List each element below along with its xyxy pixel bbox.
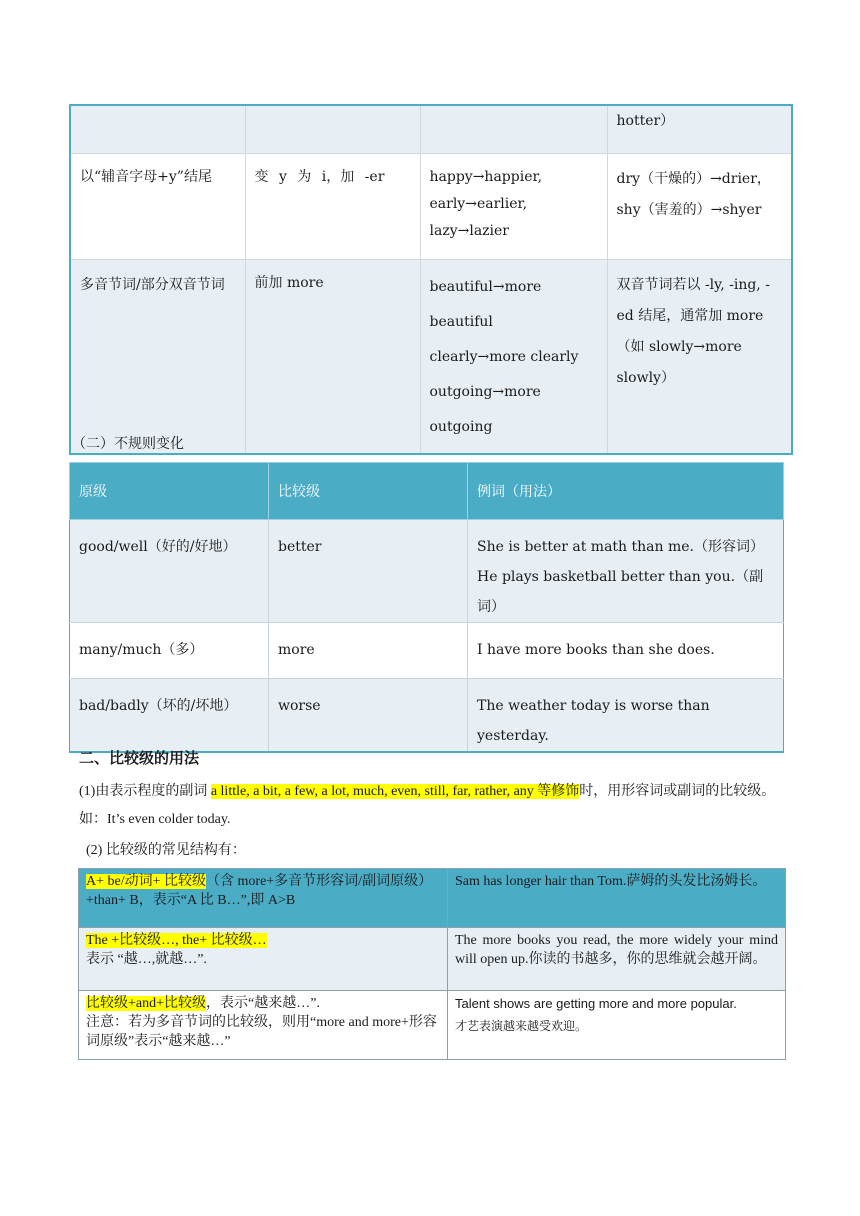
structure-text: ，表示“越来越…”. [206, 996, 320, 1011]
table-row [70, 679, 784, 753]
paragraph-text: 时，用形容词或副词的比较级。如：It’s even colder today. [79, 784, 776, 827]
example-sentence: I have more books than she does. [468, 623, 784, 679]
base-form: many/much（多） [70, 623, 269, 679]
table-row [70, 105, 792, 153]
structure-text: 表示 “越…,就越…”. [86, 952, 207, 967]
example-cell: The more books you read, the more widely your mind will open up.你读的书越多，你的思维就会越开阔。 [448, 928, 786, 991]
structure-cell [79, 991, 448, 1060]
rule-note: 双音节词若以 -ly, -ing, -ed 结尾，通常加 more（如 slowly→more slowly） [607, 259, 792, 454]
usage-paragraph-2: (2) 比较级的常见结构有： [86, 843, 246, 858]
base-form: bad/badly（坏的/坏地） [70, 679, 269, 753]
table-row [70, 153, 792, 259]
example-line: early→earlier, [429, 195, 528, 212]
table-row [70, 259, 792, 454]
example-cell [448, 991, 786, 1060]
comparative-form: more [269, 623, 468, 679]
highlighted-structure: 比较级+and+比较级 [86, 996, 207, 1011]
highlighted-structure: The +比较级…, the+ 比较级… [86, 933, 267, 948]
table-row [79, 869, 786, 928]
paragraph-text: (1)由表示程度的副词 [79, 784, 211, 799]
rule-examples [420, 153, 607, 259]
table-row [70, 623, 784, 679]
rule-note: dry（干燥的）→drier，shy（害羞的）→shyer [607, 153, 792, 259]
table-row [79, 991, 786, 1060]
highlighted-structure: A+ be/动词+ 比较级 [86, 874, 207, 889]
example-sentence: Talent shows are getting more and more popular. [455, 996, 737, 1011]
irregular-forms-table [69, 462, 784, 753]
structure-cell [79, 869, 448, 928]
table-row [70, 520, 784, 623]
rule-method: 前加 more [245, 259, 420, 454]
comparative-form: better [269, 520, 468, 623]
cell [70, 105, 245, 153]
structure-cell [79, 928, 448, 991]
base-form: good/well（好的/好地） [70, 520, 269, 623]
example-cell: Sam has longer hair than Tom.萨姆的头发比汤姆长。 [448, 869, 786, 928]
structure-note: 注意：若为多音节词的比较级，则用“more and more+形容词原级”表示“越来越…” [86, 1015, 437, 1049]
comparative-form: worse [269, 679, 468, 753]
section-heading-irregular: （二）不规则变化 [72, 436, 184, 452]
example-line: outgoing→more outgoing [429, 383, 541, 435]
comparative-rules-table [69, 104, 793, 455]
section-heading-usage: 二、比较级的用法 [79, 749, 200, 767]
example-line: clearly→more clearly [429, 348, 579, 365]
comparative-structures-table [78, 868, 786, 1060]
example-line: lazy→lazier [429, 222, 509, 239]
cell: hotter） [607, 105, 792, 153]
usage-paragraph-1 [79, 778, 789, 834]
rule-category: 以“辅音字母+y”结尾 [70, 153, 245, 259]
example-sentence: She is better at math than me.（形容词）He plays basketball better than you.（副词） [468, 520, 784, 623]
example-translation: 才艺表演越来越受欢迎。 [455, 1019, 588, 1033]
header-comparative: 比较级 [269, 463, 468, 520]
cell [420, 105, 607, 153]
header-example: 例词（用法） [468, 463, 784, 520]
example-line: happy→happier, [429, 168, 543, 185]
highlighted-modifiers: a little, a bit, a few, a lot, much, even, still, far, rather, any 等修饰 [210, 784, 580, 799]
example-line: beautiful→more beautiful [429, 278, 542, 330]
table-header-row [70, 463, 784, 520]
structure-text: （含 more+多音节形容词/副词原级）+than+ B，表示“A 比 B…”,即 A>B [86, 874, 433, 908]
rule-method: 变 y 为 i，加 -er [245, 153, 420, 259]
rule-examples [420, 259, 607, 454]
cell [245, 105, 420, 153]
rule-category: 多音节词/部分双音节词 [70, 259, 245, 454]
example-sentence: The weather today is worse than yesterday. [468, 679, 784, 753]
header-base: 原级 [70, 463, 269, 520]
table-row [79, 928, 786, 991]
